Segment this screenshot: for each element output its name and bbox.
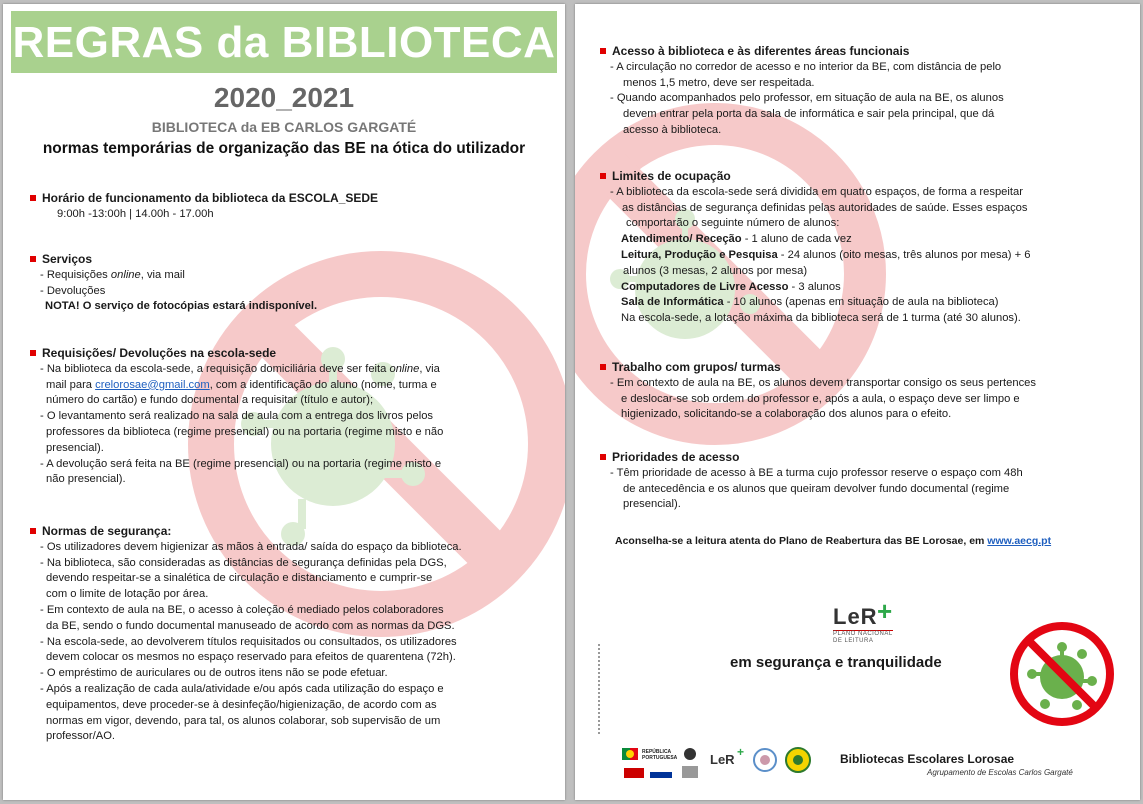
limites-line: Atendimento/ Receção - 1 aluno de cada vez [621,233,852,246]
normas-line: - O empréstimo de auriculares ou de outros itens não se pode efetuar. [40,667,388,680]
normas-line: devem colocar os mesmos no espaço reservado para efeitos de quarentena (72h). [46,651,456,664]
prioridades-line: - Têm prioridade de acesso à BE a turma cujo professor reserve o espaço com 48h [610,466,1023,479]
section-requisicoes [30,346,443,488]
limites-line: - A biblioteca da escola-sede será dividida em quatro espaços, de forma a respeitar [610,185,1023,198]
trabalho-line: higienizado, solicitando-se a colaboração dos alunos para o efeito. [621,408,952,421]
agrupamento-name: Agrupamento de Escolas Carlos Gargaté [927,768,1073,777]
normas-line: normas em vigor, devendo, para tal, os alunos colaborar, sob supervisão de um [46,714,441,727]
servicos-line: - Devoluções [40,284,106,297]
email-link[interactable]: crelorosae@gmail.com [95,378,210,391]
svg-text:REPÚBLICA: REPÚBLICA [642,749,672,755]
ler-plus-icon: + [877,596,893,626]
section-prioridades [600,450,1023,513]
limites-line: comportarão o seguinte número de alunos: [626,217,840,230]
section-heading: Trabalho com grupos/ turmas [600,360,1036,376]
ler-logo-subtitle: PLANO NACIONAL DE LEITURA [833,631,893,644]
limites-line: Leitura, Produção e Pesquisa - 24 alunos (oito mesas, três alunos por mesa) + 6 [621,248,1031,261]
trabalho-line: e deslocar-se sob ordem do professor e, após a aula, o espaço deve ser limpo e [621,392,1020,405]
section-horario [30,191,378,223]
bibliotecas-lorosae: Bibliotecas Escolares Lorosae [840,752,1015,766]
normas-line: - Após a realização de cada aula/atividade e/ou após cada utilização do espaço e [40,682,444,695]
requisicoes-line: - Na biblioteca da escola-sede, a requisição domiciliária deve ser feita online, via [40,362,440,375]
section-acesso [600,44,1004,139]
school-year: 2020_2021 [213,82,355,113]
section-normas [30,524,462,745]
partner-logos [620,742,820,787]
normas-line: - Em contexto de aula na BE, o acesso à coleção é mediado pelos colaboradores [40,603,444,616]
requisicoes-line: número do cartão) e fundo documental a requisitar (título e autor); [46,394,374,407]
ler-logo [833,596,893,645]
section-heading: Requisições/ Devoluções na escola-sede [30,346,443,362]
trabalho-line: - Em contexto de aula na BE, os alunos devem transportar consigo os seus pertences [610,376,1036,389]
tagline: em segurança e tranquilidade [730,654,942,671]
requisicoes-line: presencial). [46,441,104,454]
section-heading: Horário de funcionamento da biblioteca da ESCOLA_SEDE [30,191,378,207]
ler-logo-word: LeR [833,604,878,629]
requisicoes-line: não presencial). [46,473,126,486]
section-limites [600,169,1030,327]
section-servicos [30,252,317,315]
prioridades-line: de antecedência e os alunos que queiram devolver fundo documental (regime [623,482,1010,495]
vertical-credit-mark [597,644,601,734]
limites-line: as distâncias de segurança definidas pelas autoridades de saúde. Esses espaços [622,201,1028,214]
limites-line: Na escola-sede, a lotação máxima da biblioteca será de 1 turma (até 30 alunos). [621,312,1021,325]
acesso-line: - A circulação no corredor de acesso e no interior da BE, com distância de pelo [610,60,1002,73]
acesso-line: acesso à biblioteca. [623,123,722,136]
servicos-nota: NOTA! O serviço de fotocópias estará indisponível. [45,300,318,313]
limites-line: Computadores de Livre Acesso - 3 alunos [621,280,841,293]
normas-line: com o limite de lotação por área. [46,588,209,601]
requisicoes-line: professores da biblioteca (regime presencial) ou na portaria (regime misto e não [46,425,444,438]
document-page-1 [3,4,565,800]
normas-line: - Na biblioteca, são consideradas as distâncias de segurança definidas pela DGS, [40,556,447,569]
normas-line: da BE, sendo o fundo documental manuseado de acordo com as normas da DGS. [46,619,455,632]
acesso-line: - Quando acompanhados pelo professor, em situação de aula na BE, os alunos [610,92,1004,105]
no-virus-icon [1007,619,1117,729]
normas-line: - Na escola-sede, ao devolverem títulos requisitados ou consultados, os utilizadores [40,635,457,648]
acesso-line: menos 1,5 metro, deve ser respeitada. [623,76,815,89]
page-banner-title: REGRAS da BIBLIOTECA [11,11,557,73]
prioridades-line: presencial). [623,498,681,511]
republica-logo [622,748,678,778]
svg-text:LeR: LeR [710,752,735,767]
requisicoes-line: mail para crelorosae@gmail.com, com a identificação do aluno (nome, turma e [46,378,437,391]
section-heading: Serviços [30,252,317,268]
limites-line: alunos (3 mesas, 2 alunos por mesa) [623,264,808,277]
section-heading: Normas de segurança: [30,524,462,540]
svg-text:+: + [737,745,745,759]
normas-line: devendo respeitar-se a sinalética de circulação e distanciamento e cumprir-se [46,572,433,585]
servicos-line: - Requisições online, via mail [40,268,185,281]
aecg-link[interactable]: www.aecg.pt [987,535,1052,547]
aconselha-note: Aconselha-se a leitura atenta do Plano de Reabertura das BE Lorosae, em www.aecg.pt [615,535,1052,547]
limites-line: Sala de Informática - 10 alunos (apenas em situação de aula na biblioteca) [621,296,999,309]
section-heading: Acesso à biblioteca e às diferentes áreas funcionais [600,44,1004,60]
normas-line: - Os utilizadores devem higienizar as mãos à entrada/ saída do espaço da biblioteca. [40,540,462,553]
acesso-line: devem entrar pela porta da sala de informática e sair pela principal, que dá [623,108,995,121]
section-heading: Prioridades de acesso [600,450,1023,466]
normas-line: equipamentos, deve proceder-se à desinfeção/higienização, de acordo com as [46,698,437,711]
document-page-2 [575,4,1140,800]
document-subtitle: normas temporárias de organização das BE na ótica do utilizador [42,140,526,157]
normas-line: professor/AO. [46,730,116,743]
section-trabalho [600,360,1036,423]
section-heading: Limites de ocupação [600,169,1030,185]
horario-text: 9:00h -13:00h | 14.00h - 17.00h [57,207,214,220]
requisicoes-line: - A devolução será feita na BE (regime presencial) ou na portaria (regime misto e [40,457,442,470]
svg-text:PORTUGUESA: PORTUGUESA [642,755,678,761]
requisicoes-line: - O levantamento será realizado na sala de aula com a entrega dos livros pelos [40,410,434,423]
library-name: BIBLIOTECA da EB CARLOS GARGATÉ [151,119,417,135]
